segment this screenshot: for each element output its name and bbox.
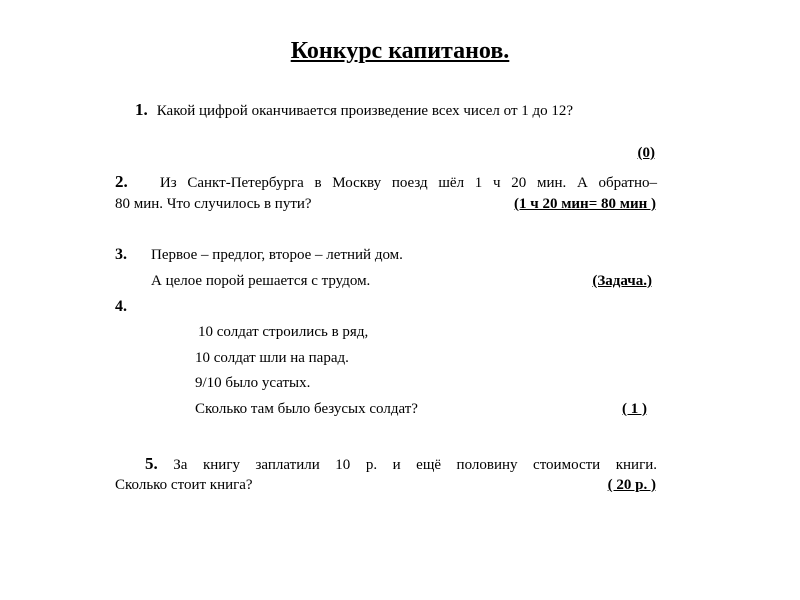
- question-4-number: 4.: [115, 298, 127, 315]
- answer-5: ( 20 р. ): [607, 477, 656, 493]
- page-title: Конкурс капитанов.: [290, 38, 510, 64]
- question-1: [135, 100, 573, 120]
- question-text: Из Санкт-Петербурга в Москву поезд шёл 1 ч 20 мин. А обратно–: [159, 175, 657, 191]
- question-number: 5.: [145, 454, 158, 473]
- question-4-line-4: Сколько там было безусых солдат?: [195, 401, 418, 417]
- question-4-line-2: 10 солдат шли на парад.: [195, 350, 349, 366]
- answer-4: ( 1 ): [622, 401, 647, 417]
- question-number: 2.: [115, 172, 128, 191]
- question-5-line-2: Сколько стоит книга?: [115, 477, 253, 493]
- question-3-line-1: Первое – предлог, второе – летний дом.: [151, 247, 403, 263]
- question-text: За книгу заплатили 10 р. и ещё половину стоимости книги.: [173, 457, 657, 473]
- question-3-number: 3.: [115, 246, 127, 263]
- question-4-line-1: 10 солдат строились в ряд,: [198, 324, 369, 340]
- question-2-line-2: 80 мин. Что случилось в пути?: [115, 196, 312, 212]
- question-text: Какой цифрой оканчивается произведение всех чисел от 1 до 12?: [156, 103, 574, 119]
- answer-3: (Задача.): [592, 273, 652, 289]
- question-2-line-1: [115, 172, 657, 192]
- question-number: 1.: [135, 100, 148, 119]
- answer-2: (1 ч 20 мин= 80 мин ): [513, 196, 656, 212]
- question-3-line-2: А целое порой решается с трудом.: [151, 273, 371, 289]
- question-5-line-1: [115, 454, 657, 474]
- answer-1: (0): [637, 145, 655, 161]
- question-4-line-3: 9/10 было усатых.: [195, 375, 311, 391]
